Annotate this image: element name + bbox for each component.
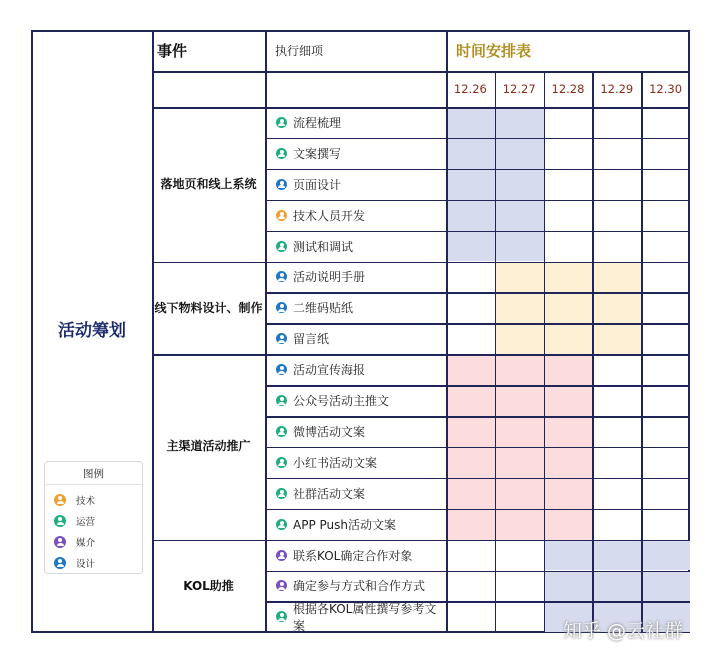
grid-vertical-line xyxy=(544,71,546,633)
schedule-fill-cell xyxy=(544,323,593,354)
schedule-fill-cell xyxy=(592,571,641,602)
task-item xyxy=(265,416,446,447)
date-header: 12.28 xyxy=(551,82,585,96)
schedule-fill-cell xyxy=(446,509,495,540)
task-label: 微博活动文案 xyxy=(293,424,366,439)
task-label: 公众号活动主推文 xyxy=(293,394,390,409)
legend-label: 运营 xyxy=(76,516,96,528)
task-label: 根据各KOL属性撰写参考文案 xyxy=(293,601,437,633)
task-item xyxy=(265,354,446,385)
user-icon xyxy=(276,210,287,221)
schedule-fill-cell xyxy=(495,354,544,385)
legend-item xyxy=(45,531,142,552)
user-icon xyxy=(54,557,66,569)
task-label: 小红书活动文案 xyxy=(293,455,378,470)
grid-vertical-line xyxy=(446,30,448,633)
user-icon xyxy=(276,395,287,406)
user-icon xyxy=(54,536,66,548)
schedule-fill-cell xyxy=(495,138,544,169)
schedule-fill-cell xyxy=(446,416,495,447)
task-label: 文案撰写 xyxy=(293,146,342,161)
task-item xyxy=(265,509,446,540)
schedule-fill-cell xyxy=(641,571,690,602)
schedule-fill-cell xyxy=(592,540,641,571)
user-icon xyxy=(276,241,287,252)
schedule-fill-cell xyxy=(592,262,641,293)
schedule-fill-cell xyxy=(446,354,495,385)
schedule-fill-cell xyxy=(544,509,593,540)
schedule-fill-cell xyxy=(544,262,593,293)
task-label: 联系KOL确定合作对象 xyxy=(293,548,413,563)
schedule-fill-cell xyxy=(495,262,544,293)
schedule-fill-cell xyxy=(446,231,495,262)
user-icon xyxy=(276,333,287,344)
schedule-fill-cell xyxy=(592,323,641,354)
category-label: 主渠道活动推广 xyxy=(166,439,251,454)
user-icon xyxy=(276,179,287,190)
schedule-fill-cell xyxy=(495,509,544,540)
task-label: 页面设计 xyxy=(293,177,342,192)
date-header: 12.26 xyxy=(453,82,487,96)
watermark-text: 知乎 @云社群 xyxy=(563,620,684,642)
schedule-fill-cell xyxy=(495,169,544,200)
schedule-fill-cell xyxy=(495,447,544,478)
legend-label: 技术 xyxy=(76,495,96,507)
task-label: 技术人员开发 xyxy=(293,208,366,223)
schedule-fill-cell xyxy=(446,138,495,169)
header-schedule: 时间安排表 xyxy=(456,42,532,60)
legend-label: 设计 xyxy=(76,558,96,570)
date-header: 12.29 xyxy=(600,82,634,96)
task-label: 确定参与方式和合作方式 xyxy=(293,579,426,594)
grid-vertical-line xyxy=(641,71,643,633)
schedule-fill-cell xyxy=(544,540,593,571)
grid-vertical-line xyxy=(592,71,594,633)
user-icon xyxy=(54,515,66,527)
plan-title: 活动筹划 xyxy=(58,321,126,341)
legend-items xyxy=(45,489,142,573)
legend-item xyxy=(45,489,142,510)
legend-title: 图例 xyxy=(83,468,104,480)
schedule-fill-cell xyxy=(495,416,544,447)
schedule-fill-cell xyxy=(544,292,593,323)
task-item xyxy=(265,323,446,354)
task-label: 活动说明手册 xyxy=(293,270,366,285)
task-label: 流程梳理 xyxy=(293,115,342,130)
schedule-fill-cell xyxy=(446,447,495,478)
user-icon xyxy=(276,519,287,530)
category-label: 落地页和线上系统 xyxy=(160,177,257,191)
user-icon xyxy=(276,488,287,499)
schedule-fill-cell xyxy=(544,447,593,478)
user-icon xyxy=(276,611,287,622)
task-item xyxy=(265,571,446,602)
task-item xyxy=(265,107,446,138)
task-item xyxy=(265,262,446,293)
user-icon xyxy=(54,494,66,506)
schedule-fill-cell xyxy=(544,416,593,447)
schedule-fill-cell xyxy=(495,292,544,323)
task-label: 留言纸 xyxy=(293,332,330,347)
legend-item xyxy=(45,510,142,531)
task-item xyxy=(265,200,446,231)
schedule-fill-cell xyxy=(592,292,641,323)
user-icon xyxy=(276,457,287,468)
user-icon xyxy=(276,302,287,313)
task-label: 二维码贴纸 xyxy=(293,301,354,316)
category-label: 线下物料设计、制作 xyxy=(154,300,263,315)
schedule-fill-cell xyxy=(544,478,593,509)
header-event: 事件 xyxy=(157,42,188,60)
user-icon xyxy=(276,117,287,128)
schedule-fill-cell xyxy=(446,478,495,509)
user-icon xyxy=(276,550,287,561)
schedule-fill-cell xyxy=(544,354,593,385)
task-item xyxy=(265,231,446,262)
task-item xyxy=(265,385,446,416)
user-icon xyxy=(276,364,287,375)
header-detail: 执行细项 xyxy=(275,44,324,58)
schedule-fill-cell xyxy=(495,385,544,416)
schedule-fill-cell xyxy=(446,200,495,231)
schedule-fill-cell xyxy=(544,385,593,416)
schedule-fill-cell xyxy=(495,107,544,138)
legend-label: 媒介 xyxy=(76,537,96,549)
schedule-fill-cell xyxy=(495,323,544,354)
task-item xyxy=(265,540,446,571)
task-label: 活动宣传海报 xyxy=(293,363,366,378)
schedule-fill-cell xyxy=(495,200,544,231)
category-label: KOL助推 xyxy=(183,578,234,593)
date-header: 12.30 xyxy=(649,82,683,96)
task-item xyxy=(265,601,446,632)
schedule-fill-cell xyxy=(495,478,544,509)
task-item xyxy=(265,169,446,200)
date-header: 12.27 xyxy=(502,82,536,96)
task-item xyxy=(265,292,446,323)
legend-box xyxy=(44,461,143,574)
task-item xyxy=(265,478,446,509)
schedule-fill-cell xyxy=(641,540,690,571)
task-label: 社群活动文案 xyxy=(293,486,366,501)
schedule-fill-cell xyxy=(446,169,495,200)
grid-vertical-line xyxy=(495,71,497,633)
schedule-fill-cell xyxy=(446,385,495,416)
user-icon xyxy=(276,426,287,437)
schedule-fill-cell xyxy=(544,571,593,602)
task-item xyxy=(265,447,446,478)
user-icon xyxy=(276,148,287,159)
schedule-fill-cell xyxy=(495,231,544,262)
user-icon xyxy=(276,271,287,282)
task-item xyxy=(265,138,446,169)
user-icon xyxy=(276,580,287,591)
legend-item xyxy=(45,552,142,573)
schedule-fill-cell xyxy=(446,107,495,138)
legend-divider xyxy=(45,484,142,485)
task-label: 测试和调试 xyxy=(293,239,354,254)
task-label: APP Push活动文案 xyxy=(293,517,396,532)
